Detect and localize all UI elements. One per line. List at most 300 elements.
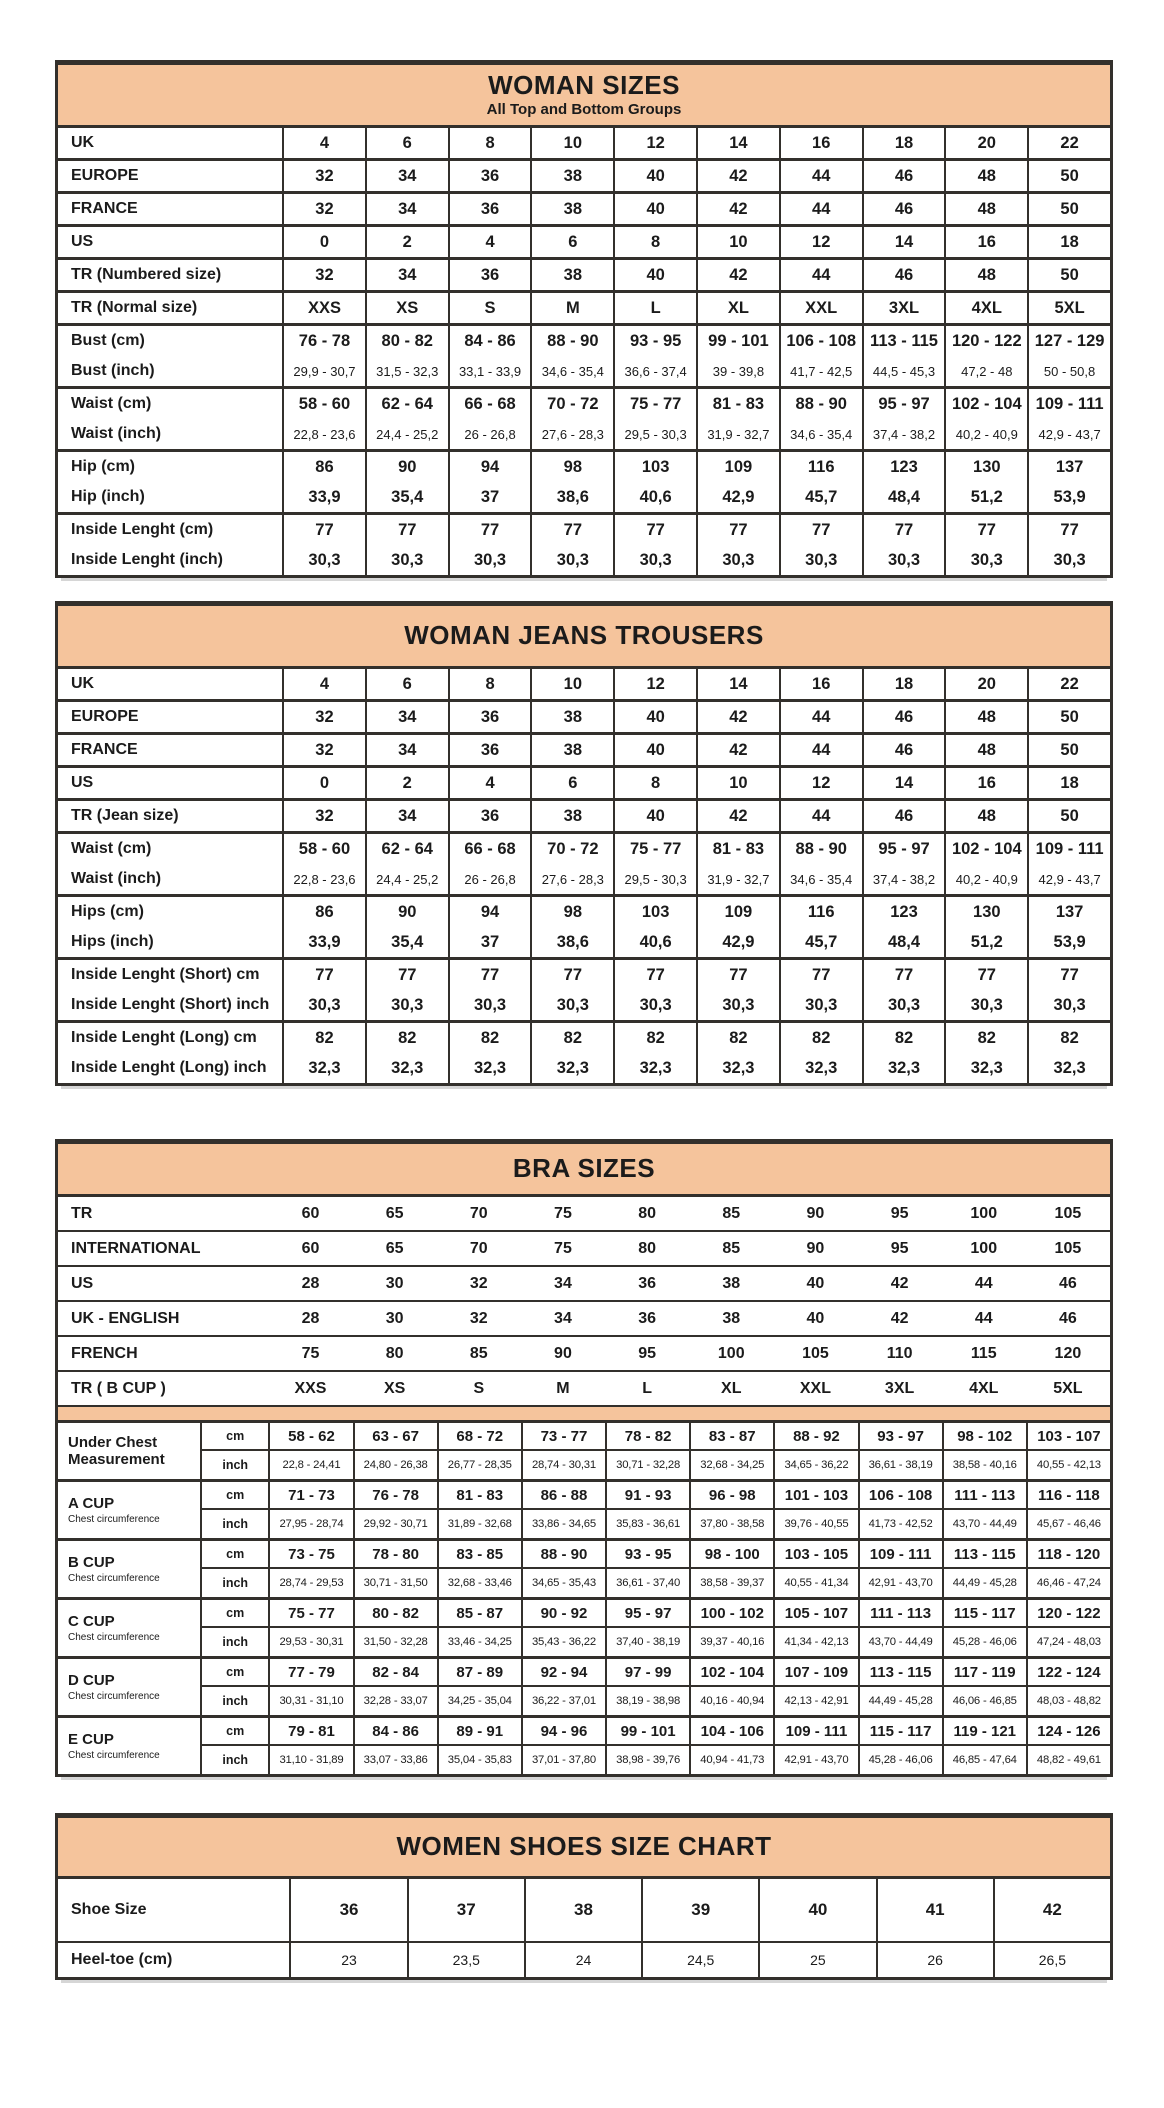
bra-size-value: 105	[1054, 1239, 1082, 1257]
bra-size-value: 80	[638, 1239, 656, 1257]
size-value: 90	[365, 452, 448, 482]
size-value: 77	[1027, 515, 1110, 545]
size-value: 2	[365, 227, 448, 257]
cup-cm-value: 73 - 75	[268, 1541, 352, 1569]
cup-inch-value: 37,01 - 37,80	[521, 1746, 605, 1774]
size-value: 16	[944, 768, 1027, 798]
size-row-group	[58, 227, 1110, 260]
size-value: 10	[696, 227, 779, 257]
size-value: 34	[365, 194, 448, 224]
bra-size-value: 75	[554, 1204, 572, 1222]
cup-cm-value: 122 - 124	[1026, 1659, 1110, 1687]
bra-sizes-table	[55, 1139, 1113, 1777]
row-label: TR (Normal size)	[71, 299, 198, 316]
size-value: 3XL	[862, 293, 945, 323]
size-value: 18	[1027, 227, 1110, 257]
cup-cm-value: 63 - 67	[353, 1423, 437, 1451]
size-value: 24,4 - 25,2	[365, 864, 448, 894]
size-row	[58, 260, 1110, 290]
size-value: 77	[365, 960, 448, 990]
row-label: UK	[71, 134, 95, 151]
unit-label-cm: cm	[200, 1718, 268, 1746]
bra-size-value: 100	[717, 1344, 745, 1362]
bra-standard-row	[58, 1197, 1110, 1232]
size-row-group	[58, 960, 1110, 1023]
size-value: 44,5 - 45,3	[862, 356, 945, 386]
cup-inch-value: 43,70 - 44,49	[942, 1510, 1026, 1538]
size-value: 48	[944, 735, 1027, 765]
size-value: XL	[696, 293, 779, 323]
bra-size-value: L	[642, 1379, 652, 1397]
cup-inch-value: 31,89 - 32,68	[437, 1510, 521, 1538]
row-label: Hips (inch)	[71, 933, 154, 950]
bra-size-value: 90	[806, 1204, 825, 1222]
cup-label-cell	[58, 1423, 200, 1479]
size-row	[58, 1023, 1110, 1053]
unit-label-inch: inch	[200, 1746, 268, 1774]
size-value: 40	[613, 260, 696, 290]
size-value: 16	[779, 669, 862, 699]
size-row	[58, 801, 1110, 831]
cup-inch-value: 33,86 - 34,65	[521, 1510, 605, 1538]
size-value: 36,6 - 37,4	[613, 356, 696, 386]
size-value: 30,3	[365, 545, 448, 575]
size-value: 38	[530, 702, 613, 732]
size-value: 94	[448, 897, 531, 927]
cup-sublabel: Chest circumference	[68, 1690, 160, 1702]
cup-cm-value: 105 - 107	[773, 1600, 857, 1628]
size-row-group	[58, 389, 1110, 452]
size-value: 42	[696, 194, 779, 224]
cup-sublabel: Chest circumference	[68, 1513, 160, 1525]
size-value: 66 - 68	[448, 834, 531, 864]
bra-size-value: 46	[1059, 1274, 1077, 1292]
size-value: 20	[944, 128, 1027, 158]
size-value: 27,6 - 28,3	[530, 864, 613, 894]
cup-cm-value: 93 - 97	[858, 1423, 942, 1451]
size-value: 123	[862, 897, 945, 927]
size-row	[58, 128, 1110, 158]
bra-cup-group	[58, 1600, 1110, 1659]
size-value: 10	[530, 669, 613, 699]
cup-inch-value: 45,67 - 46,46	[1026, 1510, 1110, 1538]
size-value: 51,2	[944, 482, 1027, 512]
size-value: 42,9 - 43,7	[1027, 419, 1110, 449]
size-value: 90	[365, 897, 448, 927]
size-value: 33,1 - 33,9	[448, 356, 531, 386]
size-value: 77	[779, 960, 862, 990]
size-value: 27,6 - 28,3	[530, 419, 613, 449]
bra-size-value: XS	[383, 1379, 406, 1397]
size-value: 50	[1027, 161, 1110, 191]
size-value: 0	[282, 227, 365, 257]
size-value: 10	[696, 768, 779, 798]
woman-jeans-header	[58, 606, 1110, 669]
bra-standard-row	[58, 1337, 1110, 1372]
row-label: Shoe Size	[71, 1901, 147, 1918]
cup-inch-value: 48,82 - 49,61	[1026, 1746, 1110, 1774]
size-value: 93 - 95	[613, 326, 696, 356]
size-value: 35,4	[365, 482, 448, 512]
bra-size-value: 110	[886, 1344, 913, 1362]
size-value: 44	[779, 260, 862, 290]
cup-inch-value: 38,19 - 38,98	[605, 1687, 689, 1715]
size-value: 46	[862, 702, 945, 732]
bra-size-value: 85	[469, 1344, 488, 1362]
cup-cm-value: 68 - 72	[437, 1423, 521, 1451]
cup-inch-value: 42,91 - 43,70	[773, 1746, 857, 1774]
bra-size-value: 80	[638, 1204, 656, 1222]
cup-sublabel: Chest circumference	[68, 1749, 160, 1761]
size-value: 50	[1027, 702, 1110, 732]
size-value: 38	[530, 801, 613, 831]
size-value: 32,3	[613, 1053, 696, 1083]
row-label: Waist (inch)	[71, 425, 162, 442]
cup-inch-value: 40,94 - 41,73	[689, 1746, 773, 1774]
size-value: 82	[530, 1023, 613, 1053]
size-value: 29,9 - 30,7	[282, 356, 365, 386]
shoe-size-value: 23	[289, 1943, 406, 1977]
cup-cm-value: 91 - 93	[605, 1482, 689, 1510]
size-value: 120 - 122	[944, 326, 1027, 356]
row-label: Hip (cm)	[71, 458, 135, 475]
size-value: 30,3	[696, 990, 779, 1020]
size-value: 18	[862, 128, 945, 158]
size-value: 32	[282, 194, 365, 224]
size-value: 32,3	[365, 1053, 448, 1083]
size-value: 42	[696, 702, 779, 732]
row-label: FRANCE	[71, 200, 138, 217]
size-row	[58, 389, 1110, 419]
size-value: 12	[613, 669, 696, 699]
size-value: 77	[530, 960, 613, 990]
bra-size-value: 75	[301, 1344, 320, 1362]
size-value: 82	[1027, 1023, 1110, 1053]
unit-label-inch: inch	[200, 1569, 268, 1597]
bra-size-value: 36	[638, 1309, 656, 1327]
size-row	[58, 990, 1110, 1020]
cup-label: D CUP	[68, 1672, 115, 1690]
size-value: 38,6	[530, 927, 613, 957]
size-row	[58, 1053, 1110, 1083]
size-row-group	[58, 260, 1110, 293]
size-value: 36	[448, 735, 531, 765]
cup-cm-value: 80 - 82	[353, 1600, 437, 1628]
cup-inch-value: 38,58 - 40,16	[942, 1451, 1026, 1479]
bra-size-value: 75	[554, 1239, 572, 1257]
row-label: Inside Lenght (Long) cm	[71, 1029, 257, 1046]
bra-size-value: 5XL	[1053, 1379, 1083, 1397]
bra-size-value: 28	[301, 1309, 320, 1327]
cup-cm-value: 73 - 77	[521, 1423, 605, 1451]
size-value: 50	[1027, 801, 1110, 831]
bra-standard-row	[58, 1302, 1110, 1337]
size-value: 12	[779, 227, 862, 257]
bra-size-value: 105	[1054, 1204, 1082, 1222]
size-value: 77	[779, 515, 862, 545]
cup-cm-value: 99 - 101	[605, 1718, 689, 1746]
size-value: 46	[862, 735, 945, 765]
bra-size-value: 38	[722, 1309, 741, 1327]
size-value: 24,4 - 25,2	[365, 419, 448, 449]
bra-size-value: 85	[722, 1239, 741, 1257]
size-value: 8	[613, 768, 696, 798]
size-value: 32,3	[530, 1053, 613, 1083]
size-value: 75 - 77	[613, 389, 696, 419]
size-value: 4XL	[944, 293, 1027, 323]
bra-size-value: 42	[890, 1274, 909, 1292]
cup-cm-value: 82 - 84	[353, 1659, 437, 1687]
cup-label-cell	[58, 1482, 200, 1538]
bra-size-value: 85	[722, 1204, 741, 1222]
size-value: 58 - 60	[282, 389, 365, 419]
size-value: 77	[448, 515, 531, 545]
bra-cup-group	[58, 1423, 1110, 1482]
size-value: XXS	[282, 293, 365, 323]
size-value: 95 - 97	[862, 834, 945, 864]
bra-cup-group	[58, 1718, 1110, 1774]
cup-cm-value: 115 - 117	[942, 1600, 1026, 1628]
woman-jeans-body	[58, 669, 1110, 1083]
size-value: 34,6 - 35,4	[779, 864, 862, 894]
cup-inch-value: 32,68 - 33,46	[437, 1569, 521, 1597]
size-value: 20	[944, 669, 1027, 699]
row-label: TR (Jean size)	[71, 807, 179, 824]
bra-size-value: 100	[970, 1204, 998, 1222]
size-value: 75 - 77	[613, 834, 696, 864]
bra-size-value: 28	[301, 1274, 320, 1292]
size-value: 80 - 82	[365, 326, 448, 356]
size-row	[58, 419, 1110, 449]
cup-cm-value: 86 - 88	[521, 1482, 605, 1510]
cup-cm-value: 96 - 98	[689, 1482, 773, 1510]
shoe-size-row	[58, 1879, 1110, 1943]
size-value: 48	[944, 161, 1027, 191]
size-value: 22,8 - 23,6	[282, 419, 365, 449]
bra-size-value: 115	[970, 1344, 997, 1362]
size-row	[58, 669, 1110, 699]
size-row	[58, 356, 1110, 386]
size-value: 77	[862, 515, 945, 545]
size-value: 38	[530, 735, 613, 765]
cup-cm-value: 113 - 115	[858, 1659, 942, 1687]
size-value: 109 - 111	[1027, 389, 1110, 419]
bra-size-value: 105	[802, 1344, 829, 1362]
size-value: 82	[862, 1023, 945, 1053]
size-value: 37,4 - 38,2	[862, 864, 945, 894]
shoe-size-value: 36	[289, 1879, 406, 1941]
size-value: 29,5 - 30,3	[613, 864, 696, 894]
shoe-size-value: 40	[758, 1879, 875, 1941]
cup-cm-value: 95 - 97	[605, 1600, 689, 1628]
unit-label-cm: cm	[200, 1541, 268, 1569]
size-value: 6	[365, 669, 448, 699]
shoe-size-value: 41	[876, 1879, 993, 1941]
size-value: 30,3	[944, 990, 1027, 1020]
bra-size-value: M	[556, 1379, 570, 1397]
unit-label-cm: cm	[200, 1600, 268, 1628]
size-value: 29,5 - 30,3	[613, 419, 696, 449]
row-label: US	[71, 233, 94, 250]
size-value: 82	[282, 1023, 365, 1053]
size-value: 36	[448, 801, 531, 831]
size-value: 31,9 - 32,7	[696, 864, 779, 894]
cup-inch-value: 48,03 - 48,82	[1026, 1687, 1110, 1715]
cup-cm-value: 116 - 118	[1026, 1482, 1110, 1510]
cup-inch-value: 24,80 - 26,38	[353, 1451, 437, 1479]
unit-label-cm: cm	[200, 1659, 268, 1687]
size-value: 18	[1027, 768, 1110, 798]
cup-label: Under Chest Measurement	[68, 1433, 165, 1468]
size-row-group	[58, 128, 1110, 161]
cup-cm-value: 109 - 111	[858, 1541, 942, 1569]
shoe-size-value: 37	[407, 1879, 524, 1941]
size-row	[58, 897, 1110, 927]
size-value: 116	[779, 897, 862, 927]
size-value: 40,6	[613, 927, 696, 957]
size-value: 14	[862, 227, 945, 257]
cup-cm-value: 83 - 85	[437, 1541, 521, 1569]
size-value: 76 - 78	[282, 326, 365, 356]
size-value: 81 - 83	[696, 389, 779, 419]
cup-cm-value: 75 - 77	[268, 1600, 352, 1628]
size-row	[58, 702, 1110, 732]
size-value: 32,3	[862, 1053, 945, 1083]
row-label: Bust (cm)	[71, 332, 145, 349]
size-value: 130	[944, 452, 1027, 482]
cup-cm-value: 78 - 80	[353, 1541, 437, 1569]
cup-inch-value: 32,68 - 34,25	[689, 1451, 773, 1479]
bra-size-value: 120	[1054, 1344, 1082, 1362]
size-value: 81 - 83	[696, 834, 779, 864]
bra-size-value: 95	[890, 1204, 909, 1222]
size-value: S	[448, 293, 531, 323]
size-value: 30,3	[1027, 545, 1110, 575]
cup-inch-value: 37,80 - 38,58	[689, 1510, 773, 1538]
size-value: 38,6	[530, 482, 613, 512]
size-value: 34	[365, 260, 448, 290]
row-label: TR ( B CUP )	[71, 1379, 166, 1397]
size-row	[58, 864, 1110, 894]
size-value: XXL	[779, 293, 862, 323]
size-value: 88 - 90	[779, 834, 862, 864]
size-value: 70 - 72	[530, 389, 613, 419]
size-value: 8	[448, 128, 531, 158]
cup-label: C CUP	[68, 1613, 115, 1631]
size-value: 22	[1027, 669, 1110, 699]
size-value: 77	[282, 515, 365, 545]
size-value: 82	[448, 1023, 531, 1053]
unit-label-inch: inch	[200, 1451, 268, 1479]
cup-inch-value: 46,06 - 46,85	[942, 1687, 1026, 1715]
size-value: 40	[613, 194, 696, 224]
cup-cm-value: 97 - 99	[605, 1659, 689, 1687]
size-row-group	[58, 702, 1110, 735]
women-shoes-body	[58, 1879, 1110, 1977]
cup-inch-value: 33,07 - 33,86	[353, 1746, 437, 1774]
size-row	[58, 960, 1110, 990]
size-value: 32,3	[1027, 1053, 1110, 1083]
size-row	[58, 161, 1110, 191]
bra-size-value: 60	[301, 1204, 320, 1222]
cup-inch-value: 47,24 - 48,03	[1026, 1628, 1110, 1656]
size-value: 109	[696, 452, 779, 482]
size-chart-page	[0, 60, 1164, 1980]
cup-inch-value: 33,46 - 34,25	[437, 1628, 521, 1656]
size-value: 12	[779, 768, 862, 798]
bra-size-value: 32	[469, 1274, 488, 1292]
bra-size-value: 60	[301, 1239, 320, 1257]
size-value: 30,3	[696, 545, 779, 575]
size-value: 102 - 104	[944, 389, 1027, 419]
size-value: 50	[1027, 735, 1110, 765]
size-row-group	[58, 452, 1110, 515]
size-value: 44	[779, 702, 862, 732]
cup-inch-value: 40,16 - 40,94	[689, 1687, 773, 1715]
cup-inch-value: 34,65 - 36,22	[773, 1451, 857, 1479]
size-value: 82	[779, 1023, 862, 1053]
row-label: Waist (cm)	[71, 395, 152, 412]
cup-inch-value: 36,61 - 38,19	[858, 1451, 942, 1479]
size-value: 32	[282, 735, 365, 765]
size-row	[58, 735, 1110, 765]
size-value: 42	[696, 260, 779, 290]
unit-label-inch: inch	[200, 1510, 268, 1538]
bra-standard-row	[58, 1232, 1110, 1267]
woman-sizes-header	[58, 65, 1110, 128]
size-value: 44	[779, 194, 862, 224]
size-row-group	[58, 735, 1110, 768]
cup-cm-value: 113 - 115	[942, 1541, 1026, 1569]
cup-inch-value: 46,85 - 47,64	[942, 1746, 1026, 1774]
size-value: 30,3	[530, 990, 613, 1020]
size-value: 77	[944, 515, 1027, 545]
size-row-group	[58, 326, 1110, 389]
size-value: 14	[862, 768, 945, 798]
size-value: 6	[365, 128, 448, 158]
size-value: 109 - 111	[1027, 834, 1110, 864]
cup-inch-value: 31,10 - 31,89	[268, 1746, 352, 1774]
size-value: 84 - 86	[448, 326, 531, 356]
cup-inch-value: 28,74 - 30,31	[521, 1451, 605, 1479]
size-value: 77	[696, 960, 779, 990]
cup-cm-value: 71 - 73	[268, 1482, 352, 1510]
size-value: 30,3	[282, 545, 365, 575]
cup-inch-value: 27,95 - 28,74	[268, 1510, 352, 1538]
size-value: 42,9	[696, 927, 779, 957]
cup-cm-value: 115 - 117	[858, 1718, 942, 1746]
row-label: Inside Lenght (inch)	[71, 551, 223, 568]
women-shoes-header	[58, 1818, 1110, 1879]
size-value: XS	[365, 293, 448, 323]
shoe-size-value: 24	[524, 1943, 641, 1977]
size-value: 98	[530, 897, 613, 927]
size-value: 45,7	[779, 927, 862, 957]
cup-cm-value: 79 - 81	[268, 1718, 352, 1746]
bra-size-value: 3XL	[884, 1379, 915, 1397]
bra-size-value: 36	[638, 1274, 656, 1292]
woman-jeans-table	[55, 601, 1113, 1086]
bra-divider-strip	[58, 1407, 1110, 1423]
size-value: 77	[282, 960, 365, 990]
size-value: 77	[944, 960, 1027, 990]
cup-inch-value: 28,74 - 29,53	[268, 1569, 352, 1597]
size-value: 5XL	[1027, 293, 1110, 323]
size-value: 37	[448, 482, 531, 512]
size-value: 12	[613, 128, 696, 158]
size-value: 82	[613, 1023, 696, 1053]
bra-size-value: 30	[385, 1309, 404, 1327]
